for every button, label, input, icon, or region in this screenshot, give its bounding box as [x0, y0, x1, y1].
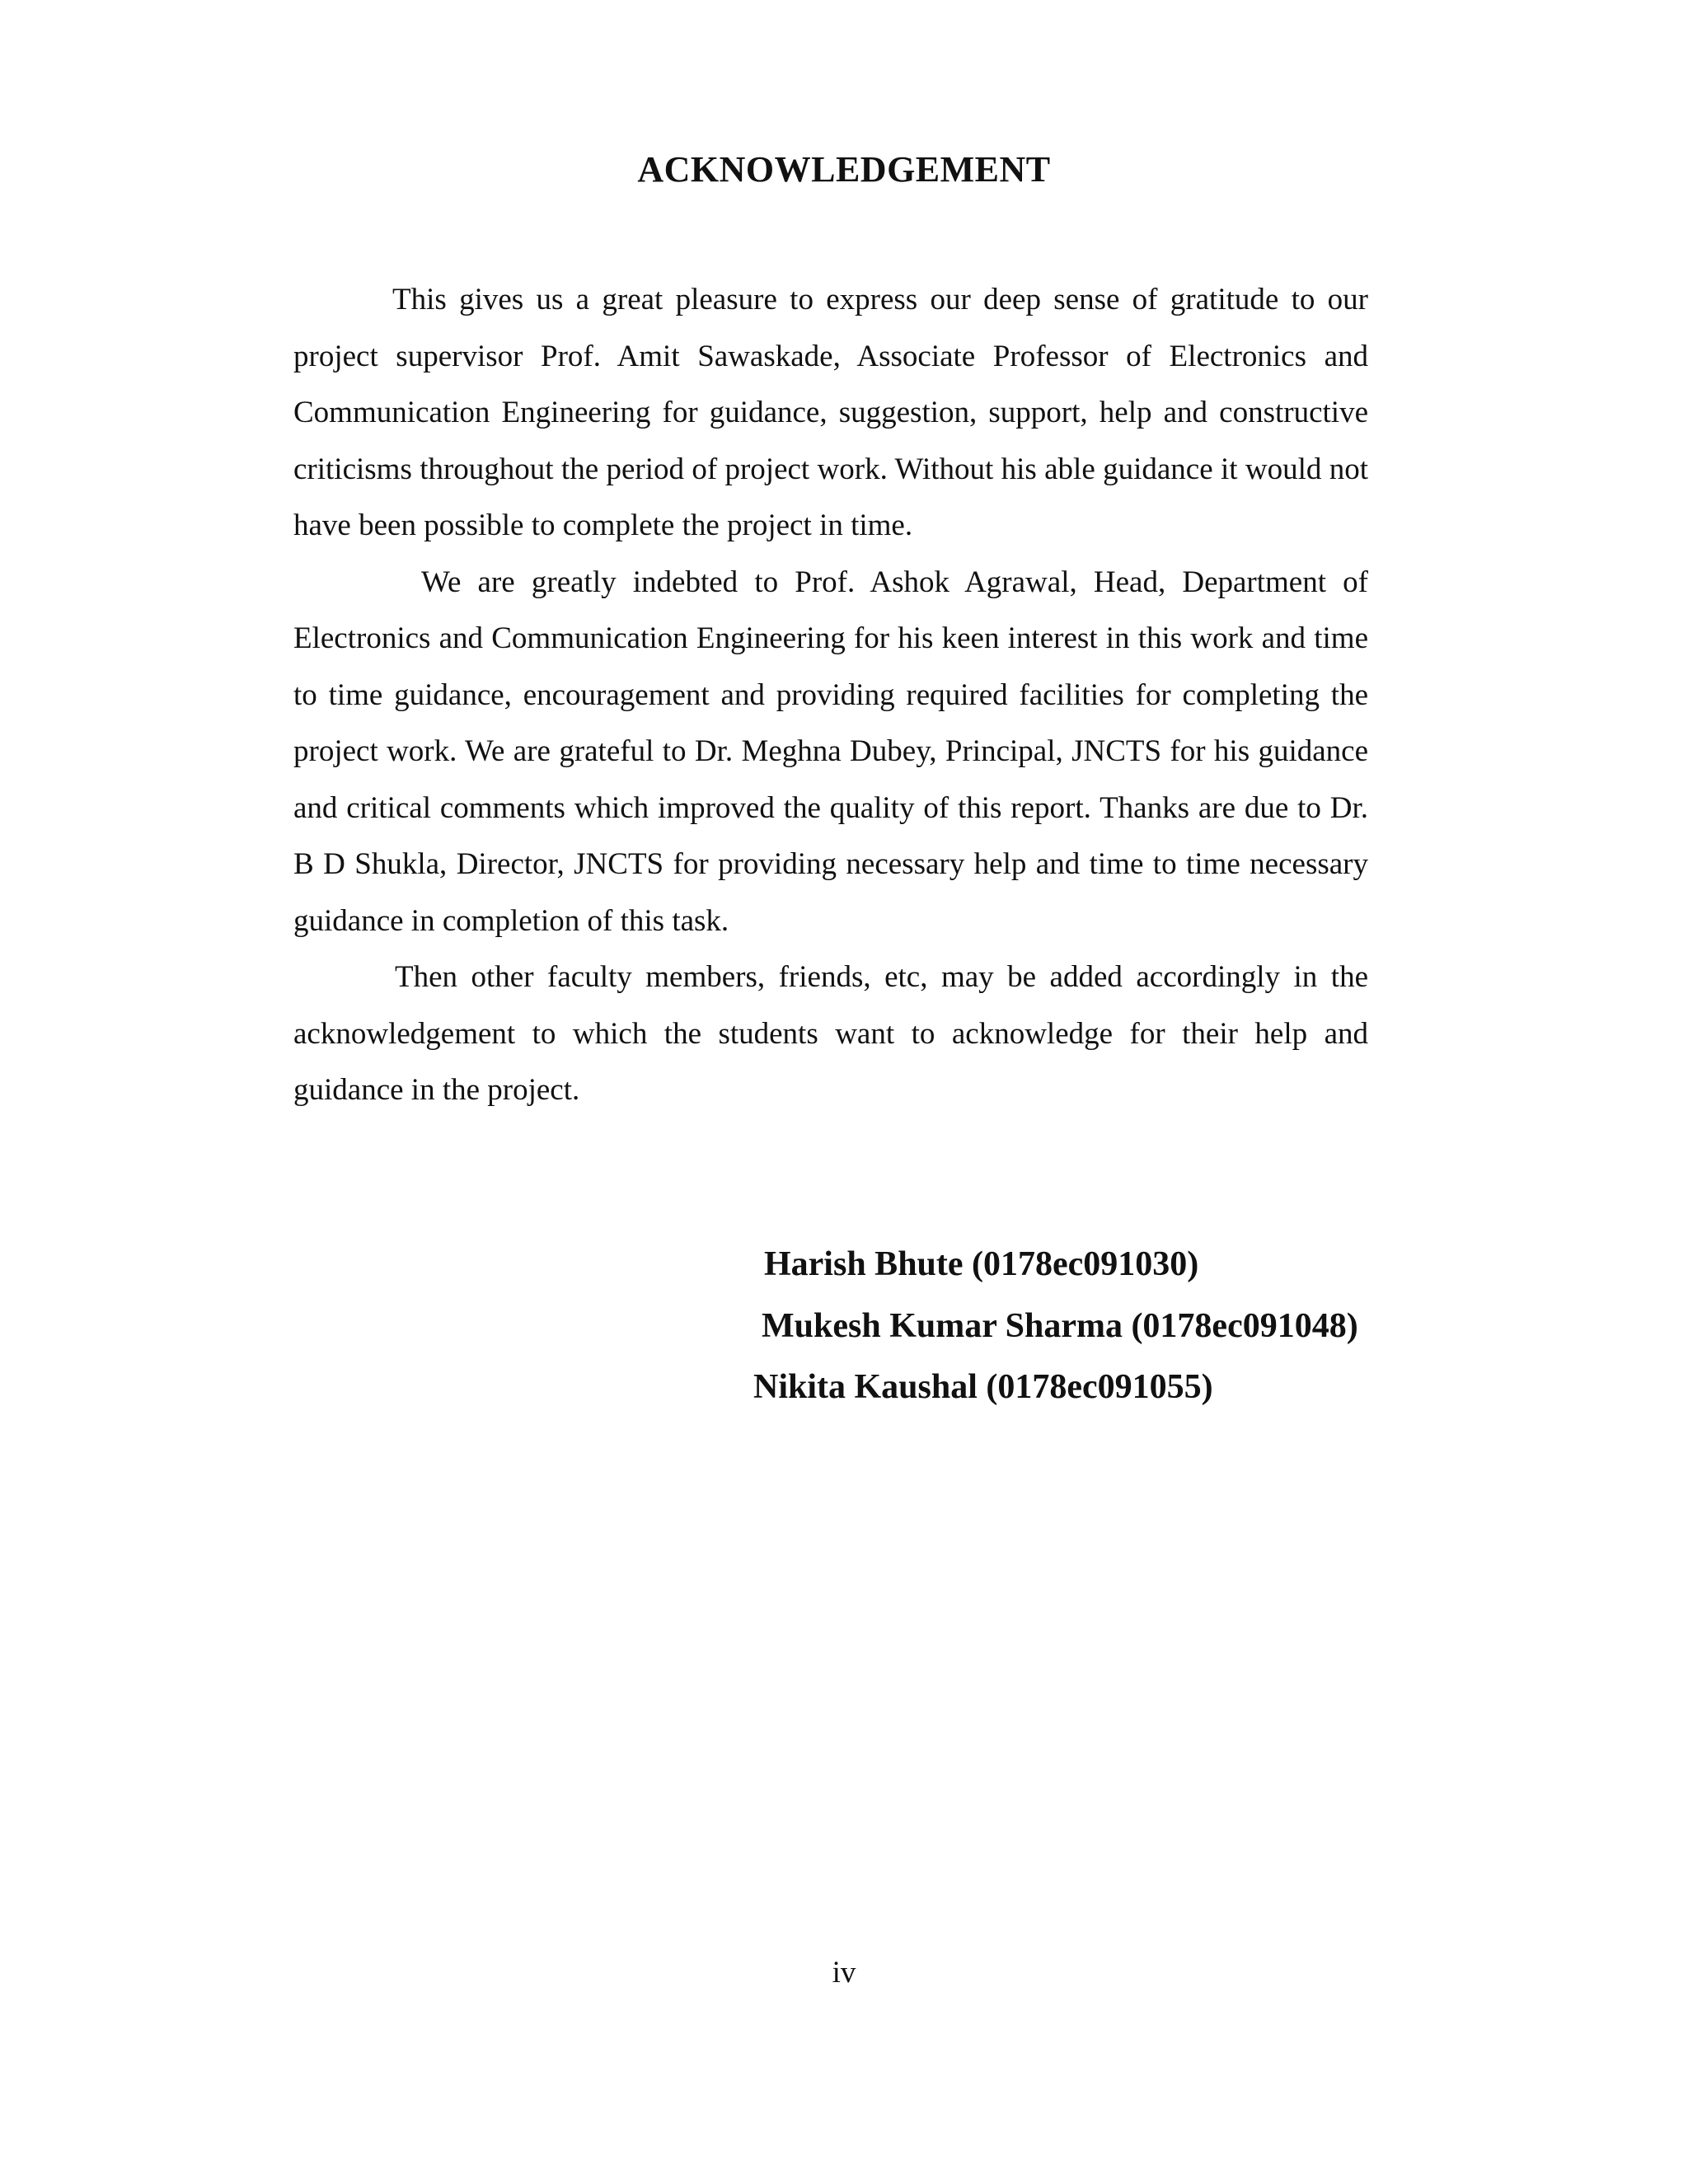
paragraph-others: Then other faculty members, friends, etc, may be added accordingly in the acknowledgement to which the students want to acknowledge for their help and guidance in the project. — [293, 960, 1368, 1107]
page-number: iv — [832, 1956, 856, 1990]
signature-student-3: Nikita Kaushal (0178ec091055) — [753, 1368, 1213, 1406]
signature-student-2: Mukesh Kumar Sharma (0178ec091048) — [762, 1307, 1358, 1345]
paragraph-supervisor: This gives us a great pleasure to express our deep sense of gratitude to our project supervisor Prof. Amit Sawaskade, Associate Professor of Electronics and Communication Engineering for guidance, suggestion, support, help and constructive criticisms throughout the period of project work. Without his able guidance it would not have been possible to complete the project in time. — [293, 283, 1368, 542]
page-title: ACKNOWLEDGEMENT — [637, 149, 1051, 190]
paragraph-department: We are greatly indebted to Prof. Ashok Agrawal, Head, Department of Electronics and Communication Engineering for his keen interest in this work and time to time guidance, encouragement and providing required facilities for completing the project work. We are grateful to Dr. Meghna Dubey, Principal, JNCTS for his guidance and critical comments which improved the quality of this report. Thanks are due to Dr. B D Shukla, Director, JNCTS for providing necessary help and time to time necessary guidance in completion of this task. — [293, 565, 1368, 938]
signature-student-1: Harish Bhute (0178ec091030) — [764, 1245, 1199, 1283]
